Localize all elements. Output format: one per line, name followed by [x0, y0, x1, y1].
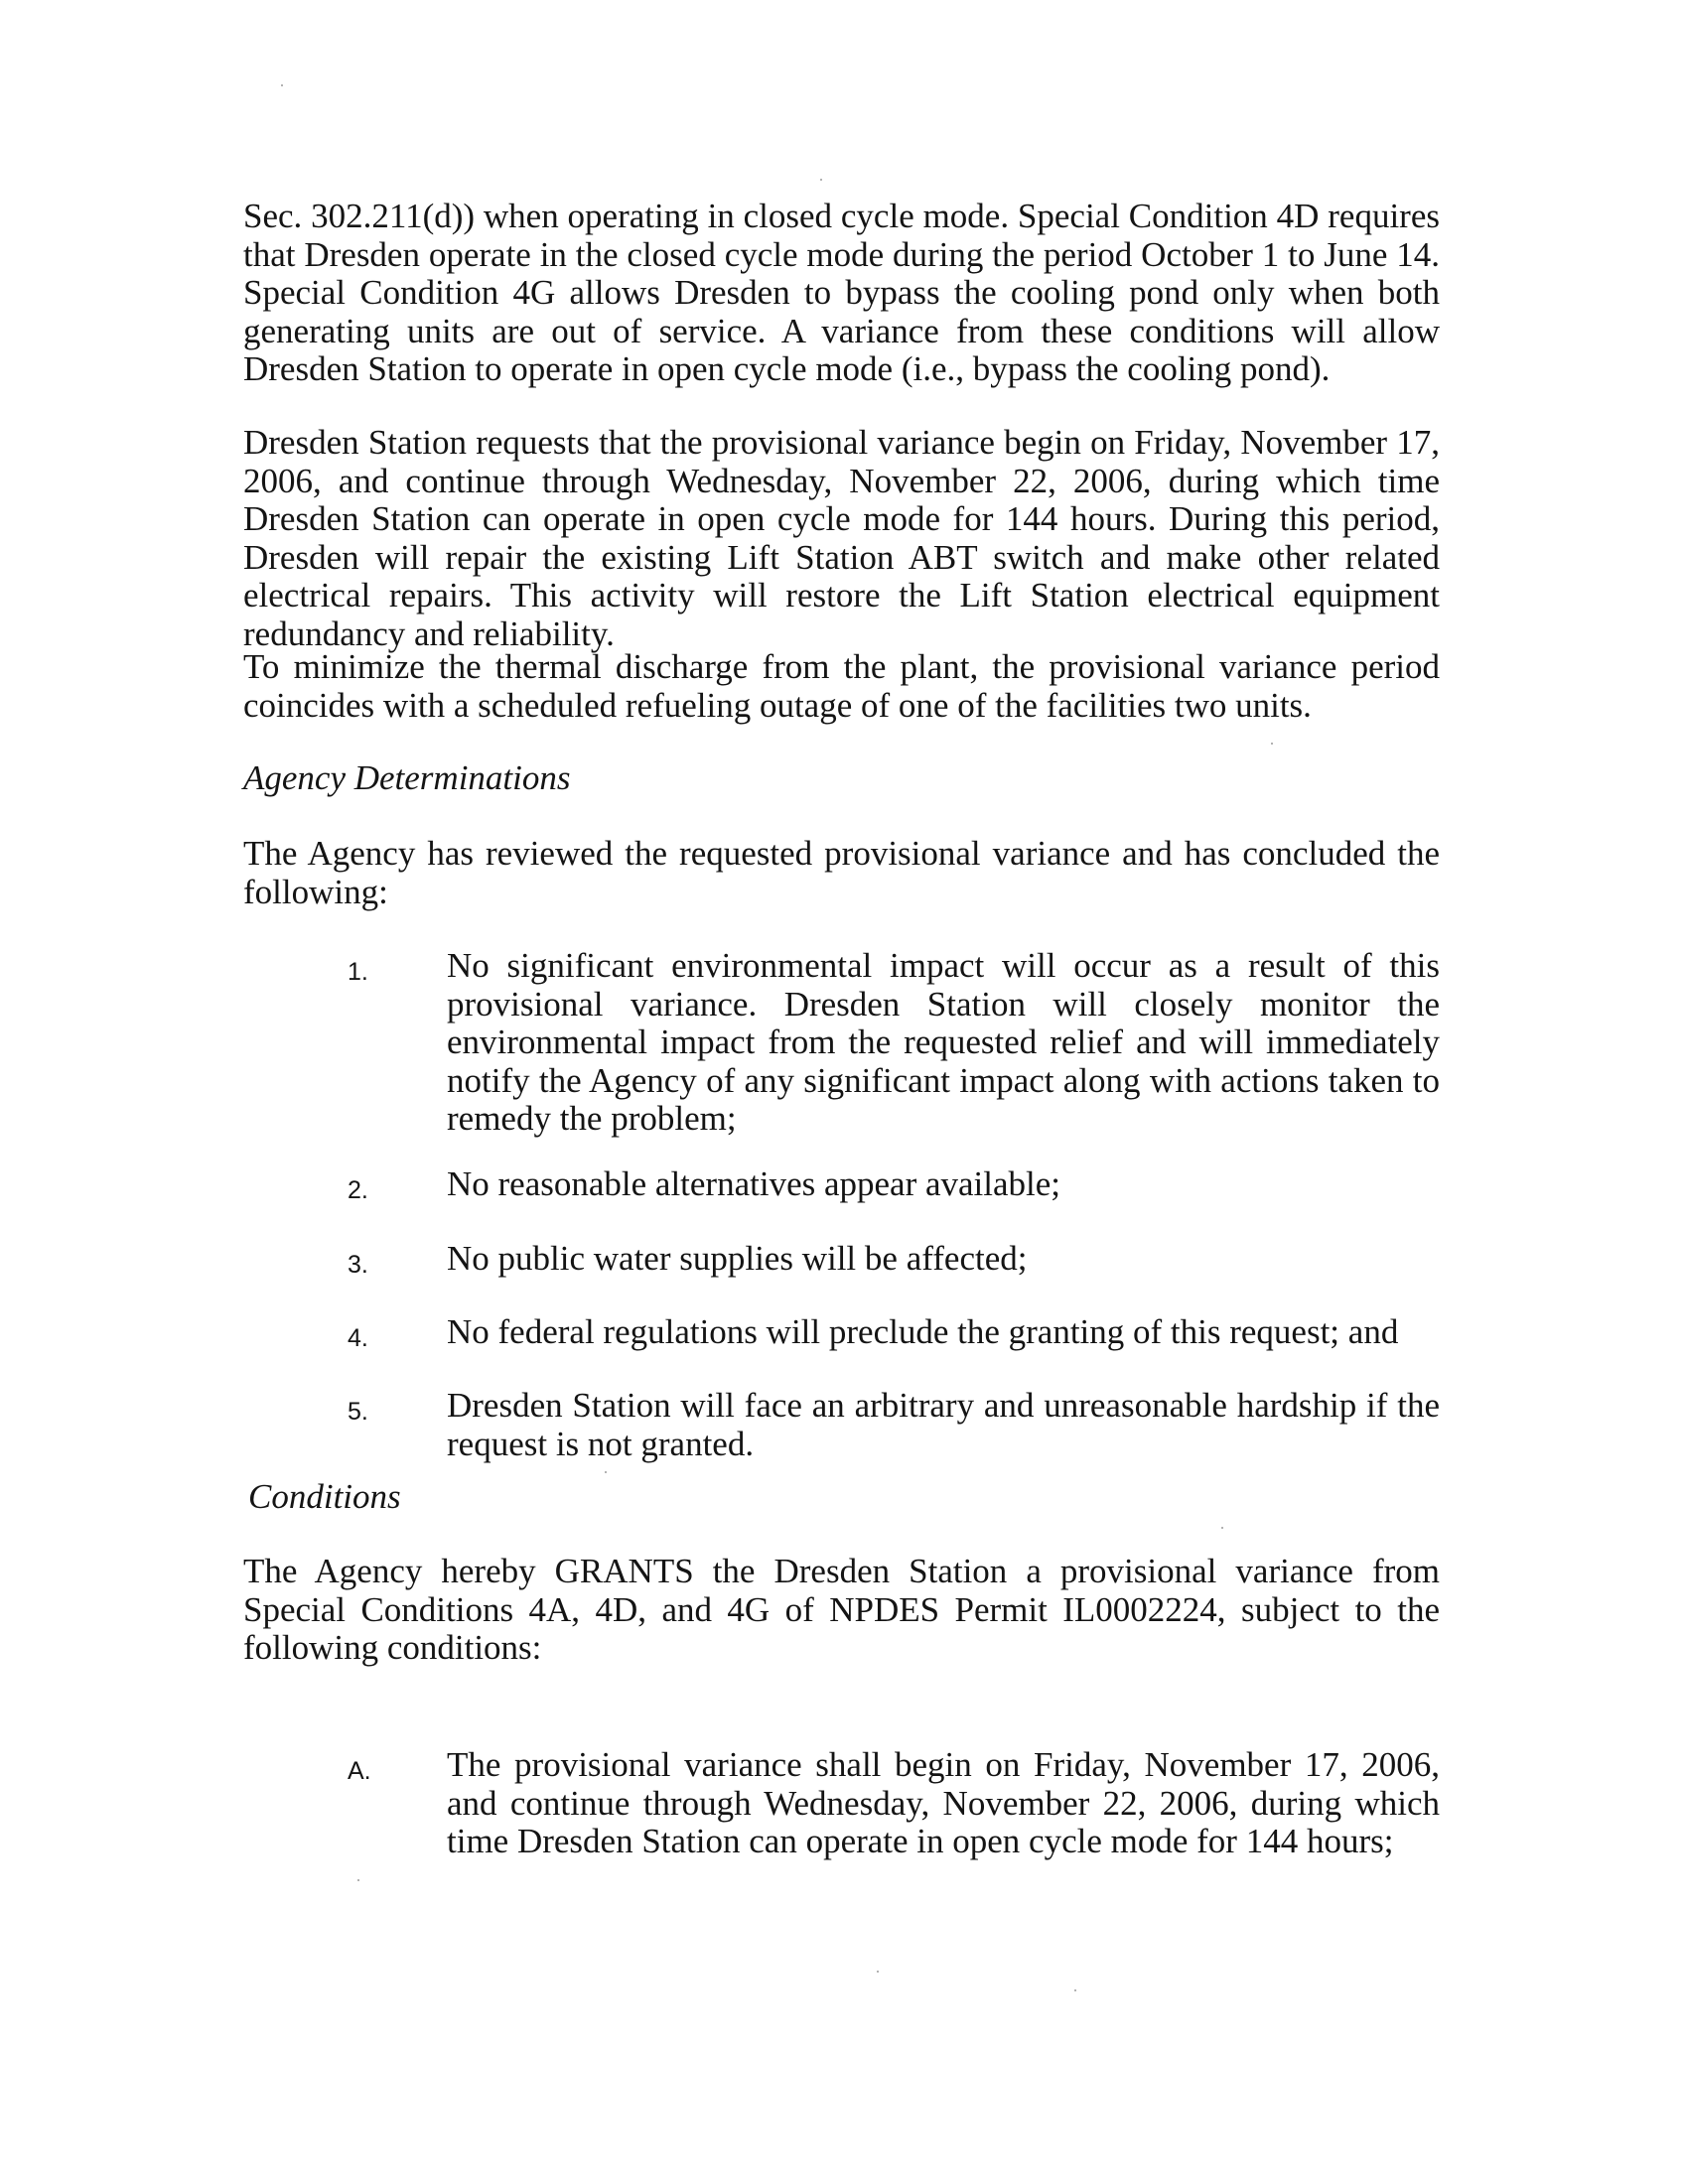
list-item-text: No public water supplies will be affected;	[447, 1239, 1028, 1278]
scan-speck	[1074, 1989, 1076, 1991]
scan-speck	[1221, 1527, 1223, 1529]
paragraph-conditions-intro: The Agency hereby GRANTS the Dresden Station a provisional variance from Special Conditions 4A, 4D, and 4G of NPDES Permit IL0002224, subject to the following conditions:	[243, 1552, 1440, 1668]
list-item-text: No reasonable alternatives appear available;	[447, 1164, 1061, 1203]
list-item-number: 2.	[348, 1176, 368, 1204]
list-item-number: 4.	[348, 1324, 368, 1352]
list-item-text: No federal regulations will preclude the granting of this request; and	[447, 1312, 1399, 1351]
paragraph-closed-cycle: Sec. 302.211(d)) when operating in closed cycle mode. Special Condition 4D requires that Dresden operate in the closed cycle mode during the period October 1 to June 14. Special Condition 4G allows Dresden to bypass the cooling pond only when both generating units are out of service. A variance from these conditions will allow Dresden Station to operate in open cycle mode (i.e., bypass the cooling pond).	[243, 197, 1440, 389]
list-item-text: Dresden Station will face an arbitrary and unreasonable hardship if the request is not granted.	[447, 1386, 1440, 1463]
condition-text: The provisional variance shall begin on Friday, November 17, 2006, and continue through Wednesday, November 22, 2006, during which time Dresden Station can operate in open cycle mode for 144 hours;	[447, 1745, 1440, 1861]
paragraph-request: Dresden Station requests that the provisional variance begin on Friday, November 17, 2006, and continue through Wednesday, November 22, 2006, during which time Dresden Station can operate in open cycle mode for 144 hours. During this period, Dresden will repair the existing Lift Station ABT switch and make other related electrical repairs. This activity will restore the Lift Station electrical equipment redundancy and reliability.	[243, 423, 1440, 653]
scan-speck	[357, 1879, 359, 1881]
paragraph-thermal-discharge: To minimize the thermal discharge from the plant, the provisional variance period coincides with a scheduled refueling outage of one of the facilities two units.	[243, 647, 1440, 725]
list-item-number: 5.	[348, 1398, 368, 1426]
scan-speck	[877, 1971, 879, 1973]
condition-letter: A.	[348, 1757, 371, 1785]
heading-conditions: Conditions	[248, 1477, 401, 1516]
scan-speck	[1271, 743, 1273, 745]
heading-agency-determinations: Agency Determinations	[243, 758, 571, 797]
list-item-number: 3.	[348, 1251, 368, 1279]
list-item-text: No significant environmental impact will occur as a result of this provisional variance. Dresden Station will closely monitor the environmental impact from the requested relief and will immediately notify the Agency of any significant impact along with actions taken to remedy the problem;	[447, 946, 1440, 1139]
scan-speck	[281, 84, 283, 86]
scan-speck	[605, 1471, 607, 1473]
paragraph-agency-intro: The Agency has reviewed the requested provisional variance and has concluded the following:	[243, 834, 1440, 911]
scan-speck	[820, 179, 822, 181]
list-item-number: 1.	[348, 958, 368, 986]
